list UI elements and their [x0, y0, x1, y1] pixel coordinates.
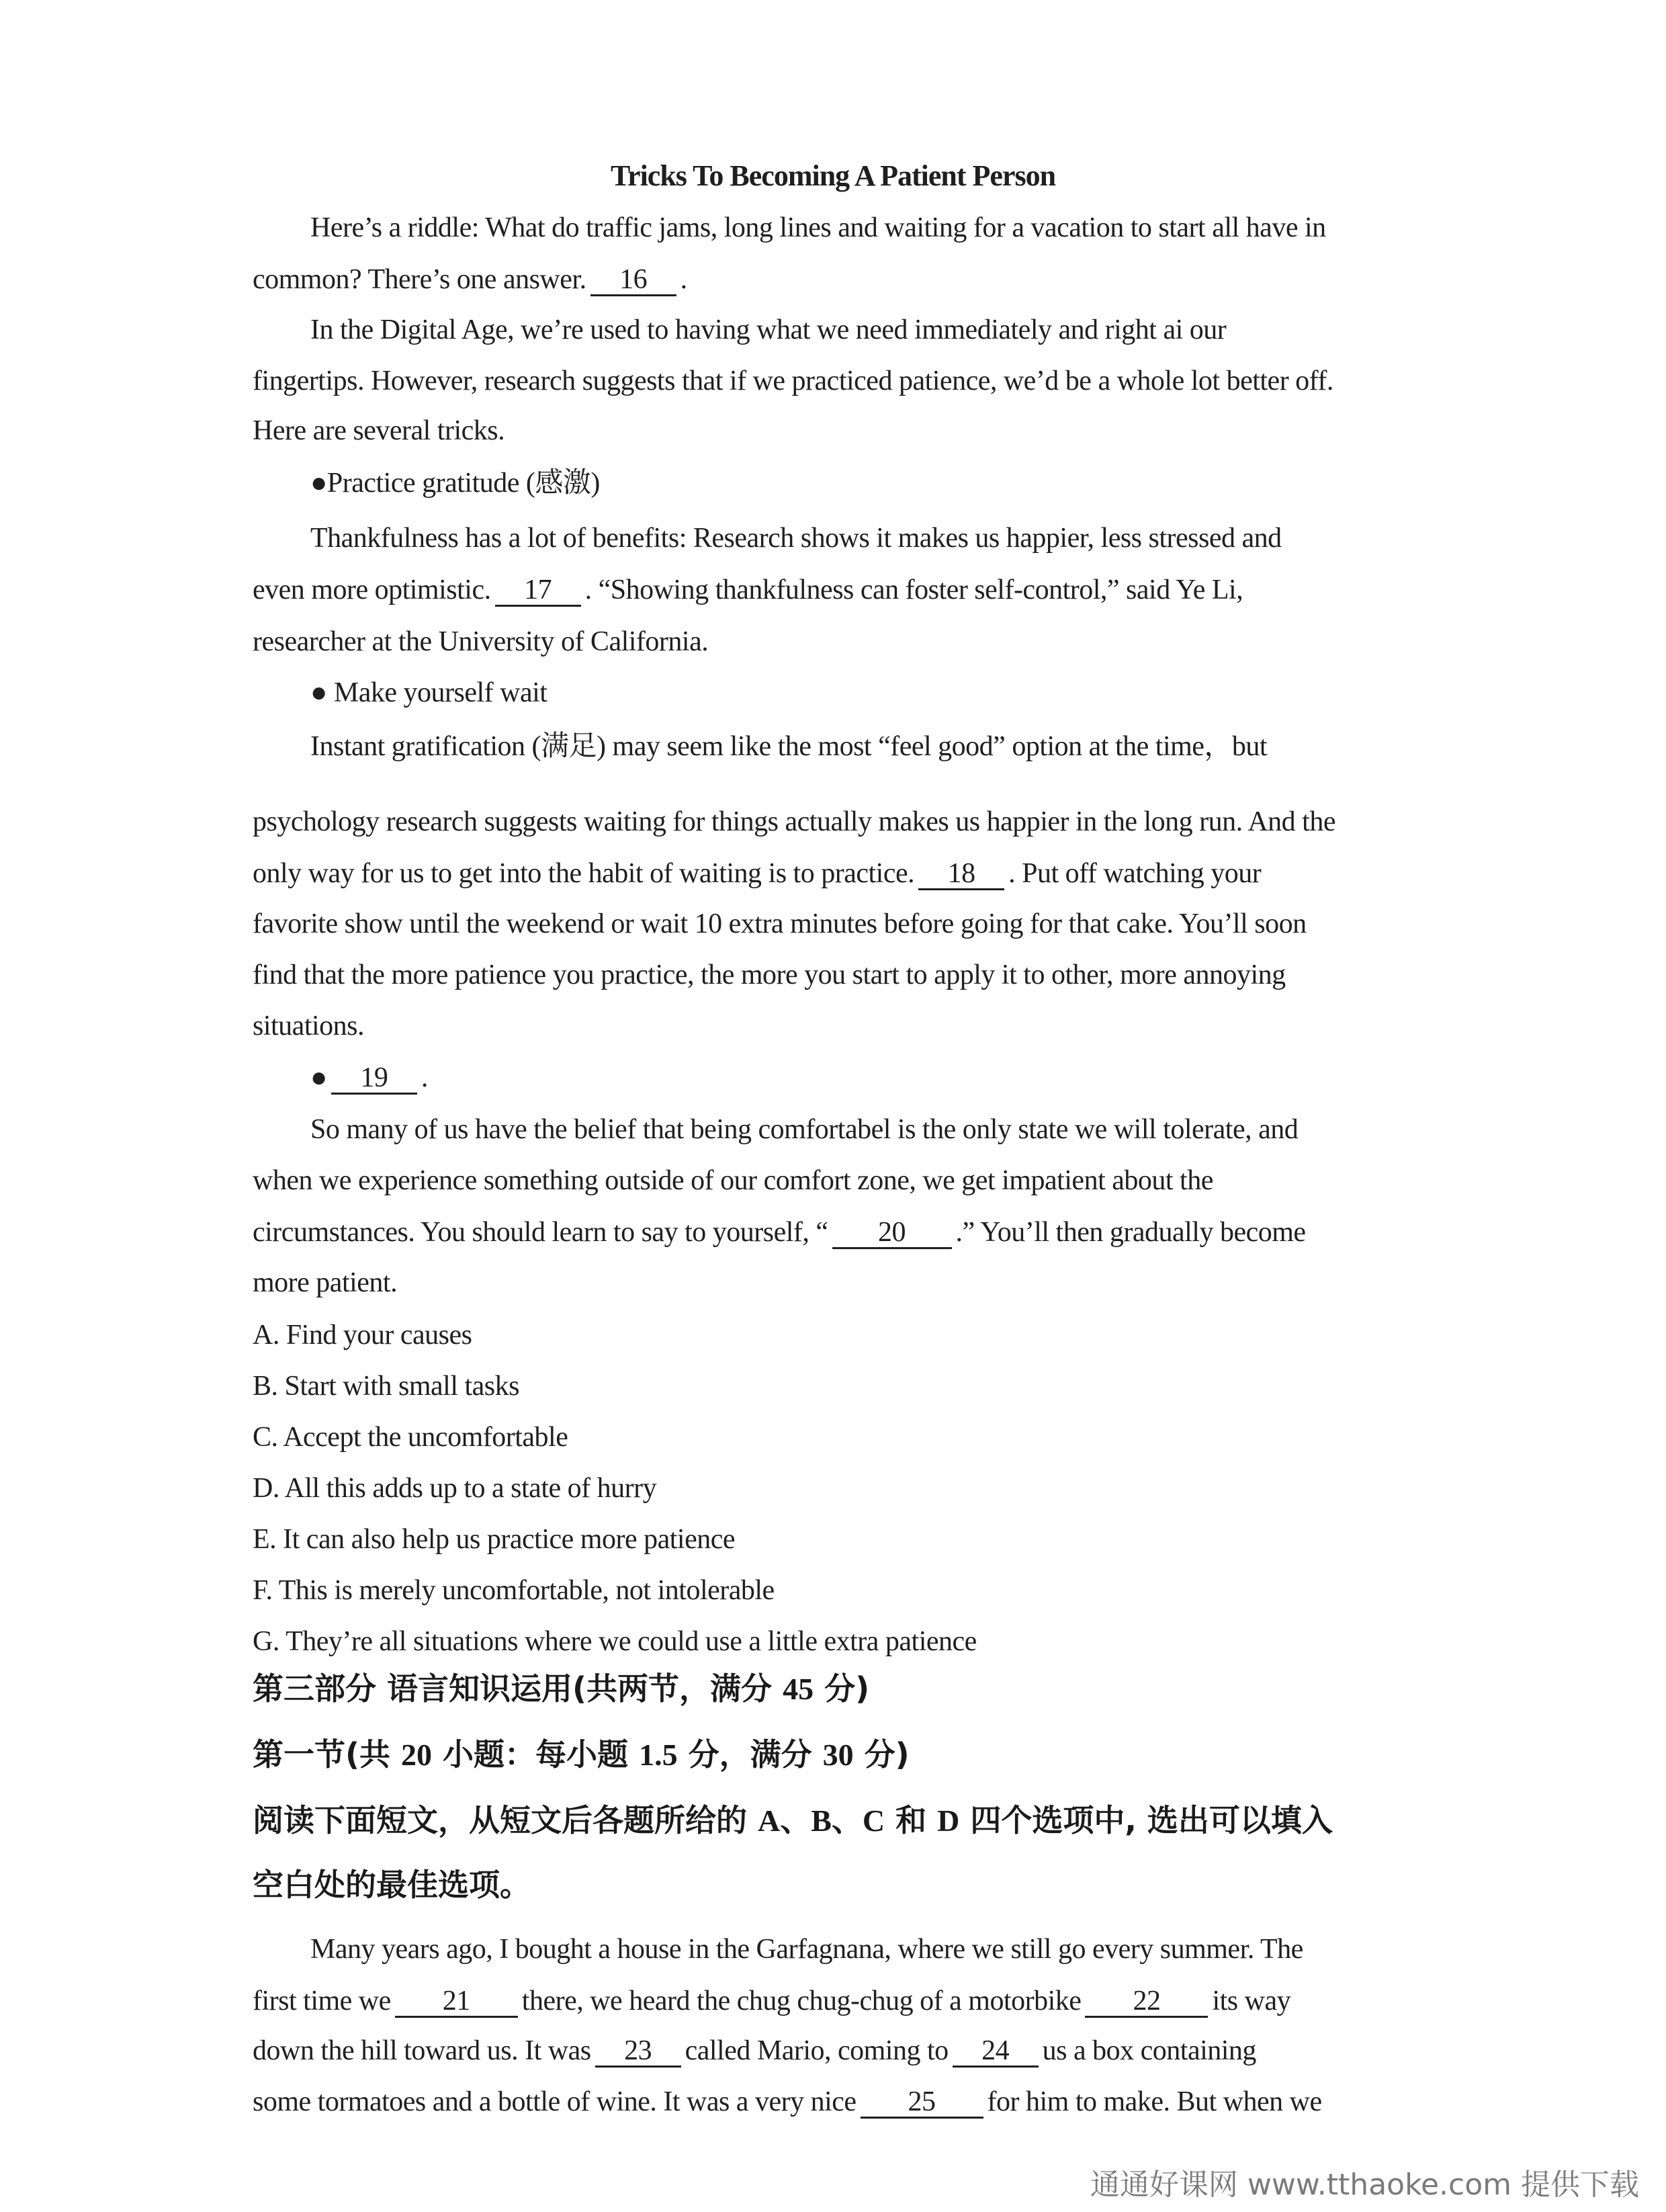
paragraph-line — [253, 2087, 1322, 2119]
heading-blank-19 — [310, 1063, 428, 1095]
text-segment: . — [680, 264, 687, 295]
paragraph-line: Many years ago, I bought a house in the Garfagnana, where we still go every summer. The — [310, 1934, 1303, 1965]
instruction-line: 空白处的最佳选项。 — [253, 1867, 531, 1903]
text-segment: 第一节(共 — [253, 1736, 402, 1773]
text-segment: A、B、C — [758, 1803, 885, 1838]
text-segment: 四个选项中, 选出可以填入 — [959, 1802, 1333, 1838]
text-segment: for him to make. But when we — [987, 2086, 1322, 2117]
text-segment: 阅读下面短文，从短文后各题所给的 — [253, 1802, 758, 1838]
text-segment: 1.5 — [639, 1738, 678, 1772]
text-segment: us a box containing — [1042, 2035, 1256, 2066]
text-segment: common? There’s one answer. — [253, 264, 586, 295]
text-segment: .” You’ll then gradually become — [955, 1217, 1306, 1248]
text-segment: . “Showing thankfulness can foster self-control,” said Ye Li, — [584, 575, 1243, 605]
option-f: F. This is merely uncomfortable, not intolerable — [253, 1575, 775, 1606]
paragraph-line: situations. — [253, 1011, 365, 1041]
section-three-heading — [253, 1670, 870, 1707]
blank-20[interactable]: 20 — [832, 1218, 952, 1249]
text-segment: 分) — [814, 1670, 870, 1707]
text-segment: first time we — [253, 1986, 391, 2016]
paragraph-line: So many of us have the belief that being comfortabel is the only state we will tolerate, and — [310, 1114, 1299, 1145]
option-c: C. Accept the uncomfortable — [253, 1422, 568, 1453]
paragraph-line: fingertips. However, research suggests that if we practiced patience, we’d be a whole lot better off. — [253, 366, 1333, 396]
blank-22[interactable]: 22 — [1085, 1986, 1208, 2018]
section-one-heading — [253, 1736, 910, 1773]
text-segment: its way — [1212, 1986, 1291, 2016]
paragraph-line: Here are several tricks. — [253, 415, 505, 446]
paragraph-line: when we experience something outside of our comfort zone, we get impatient about the — [253, 1165, 1213, 1196]
option-e: E. It can also help us practice more patience — [253, 1524, 735, 1555]
blank-24[interactable]: 24 — [953, 2036, 1039, 2068]
paragraph-line: psychology research suggests waiting for things actually makes us happier in the long run. And the — [253, 806, 1335, 837]
text-segment: down the hill toward us. It was — [253, 2035, 591, 2066]
text-segment: . Put off watching your — [1008, 858, 1262, 889]
text-segment: only way for us to get into the habit of waiting is to practice. — [253, 858, 915, 889]
option-b: B. Start with small tasks — [253, 1371, 519, 1402]
text-segment: there, we heard the chug chug-chug of a motorbike — [521, 1986, 1082, 2016]
blank-23[interactable]: 23 — [595, 2036, 681, 2068]
blank-17[interactable]: 17 — [495, 575, 581, 607]
text-segment: even more optimistic. — [253, 575, 491, 605]
blank-21[interactable]: 21 — [395, 1986, 518, 2018]
text-segment: 30 — [822, 1738, 854, 1772]
paragraph-line: Instant gratification (满足) may seem like the most “feel good” option at the time，but — [310, 731, 1268, 762]
paragraph-line: more patient. — [253, 1267, 398, 1298]
text-segment: called Mario, coming to — [685, 2035, 949, 2066]
paragraph-line — [253, 1986, 1290, 2018]
watermark-text: 通通好课网 www.tthaoke.com 提供下载 — [1090, 2168, 1639, 2202]
option-g: G. They’re all situations where we could use a little extra patience — [253, 1626, 977, 1657]
text-segment: D — [937, 1803, 960, 1838]
paragraph-line — [253, 265, 687, 296]
text-segment: 20 — [401, 1738, 433, 1772]
paragraph-line: find that the more patience you practice, the more you start to apply it to other, more annoying — [253, 960, 1286, 990]
option-a: A. Find your causes — [253, 1320, 472, 1351]
heading-make-yourself-wait: ● Make yourself wait — [310, 677, 547, 708]
text-segment: . — [421, 1062, 428, 1093]
paragraph-line: favorite show until the weekend or wait 10 extra minutes before going for that cake. You’ll soon — [253, 908, 1307, 939]
blank-19[interactable]: 19 — [331, 1063, 417, 1095]
paragraph-line: Thankfulness has a lot of benefits: Research shows it makes us happier, less stressed and — [310, 523, 1282, 554]
text-segment: 第三部分 语言知识运用(共两节，满分 — [253, 1670, 783, 1707]
text-segment: some tormatoes and a bottle of wine. It was a very nice — [253, 2086, 857, 2117]
paragraph-line — [253, 575, 1243, 607]
text-segment: 小题：每小题 — [432, 1736, 640, 1773]
bullet-icon: ● — [310, 1062, 327, 1093]
blank-16[interactable]: 16 — [590, 265, 676, 296]
paragraph-line — [253, 2036, 1256, 2068]
heading-practice-gratitude: ●Practice gratitude (感激) — [310, 468, 600, 499]
instruction-line — [253, 1802, 1333, 1838]
text-segment: 和 — [885, 1802, 938, 1838]
passage-title: Tricks To Becoming A Patient Person — [610, 159, 1056, 192]
text-segment: circumstances. You should learn to say to yourself, “ — [253, 1217, 828, 1248]
paragraph-line — [253, 1218, 1306, 1249]
blank-18[interactable]: 18 — [918, 859, 1004, 890]
paragraph-line: Here’s a riddle: What do traffic jams, long lines and waiting for a vacation to start all have in — [310, 212, 1326, 243]
paragraph-line — [253, 859, 1261, 890]
text-segment: 45 — [783, 1672, 814, 1706]
text-segment: 分) — [853, 1736, 910, 1773]
text-segment: 分，满分 — [677, 1736, 823, 1773]
blank-25[interactable]: 25 — [861, 2087, 983, 2119]
option-d: D. All this adds up to a state of hurry — [253, 1473, 657, 1504]
paragraph-line: researcher at the University of California. — [253, 626, 709, 657]
paragraph-line: In the Digital Age, we’re used to having what we need immediately and right ai our — [310, 314, 1227, 345]
